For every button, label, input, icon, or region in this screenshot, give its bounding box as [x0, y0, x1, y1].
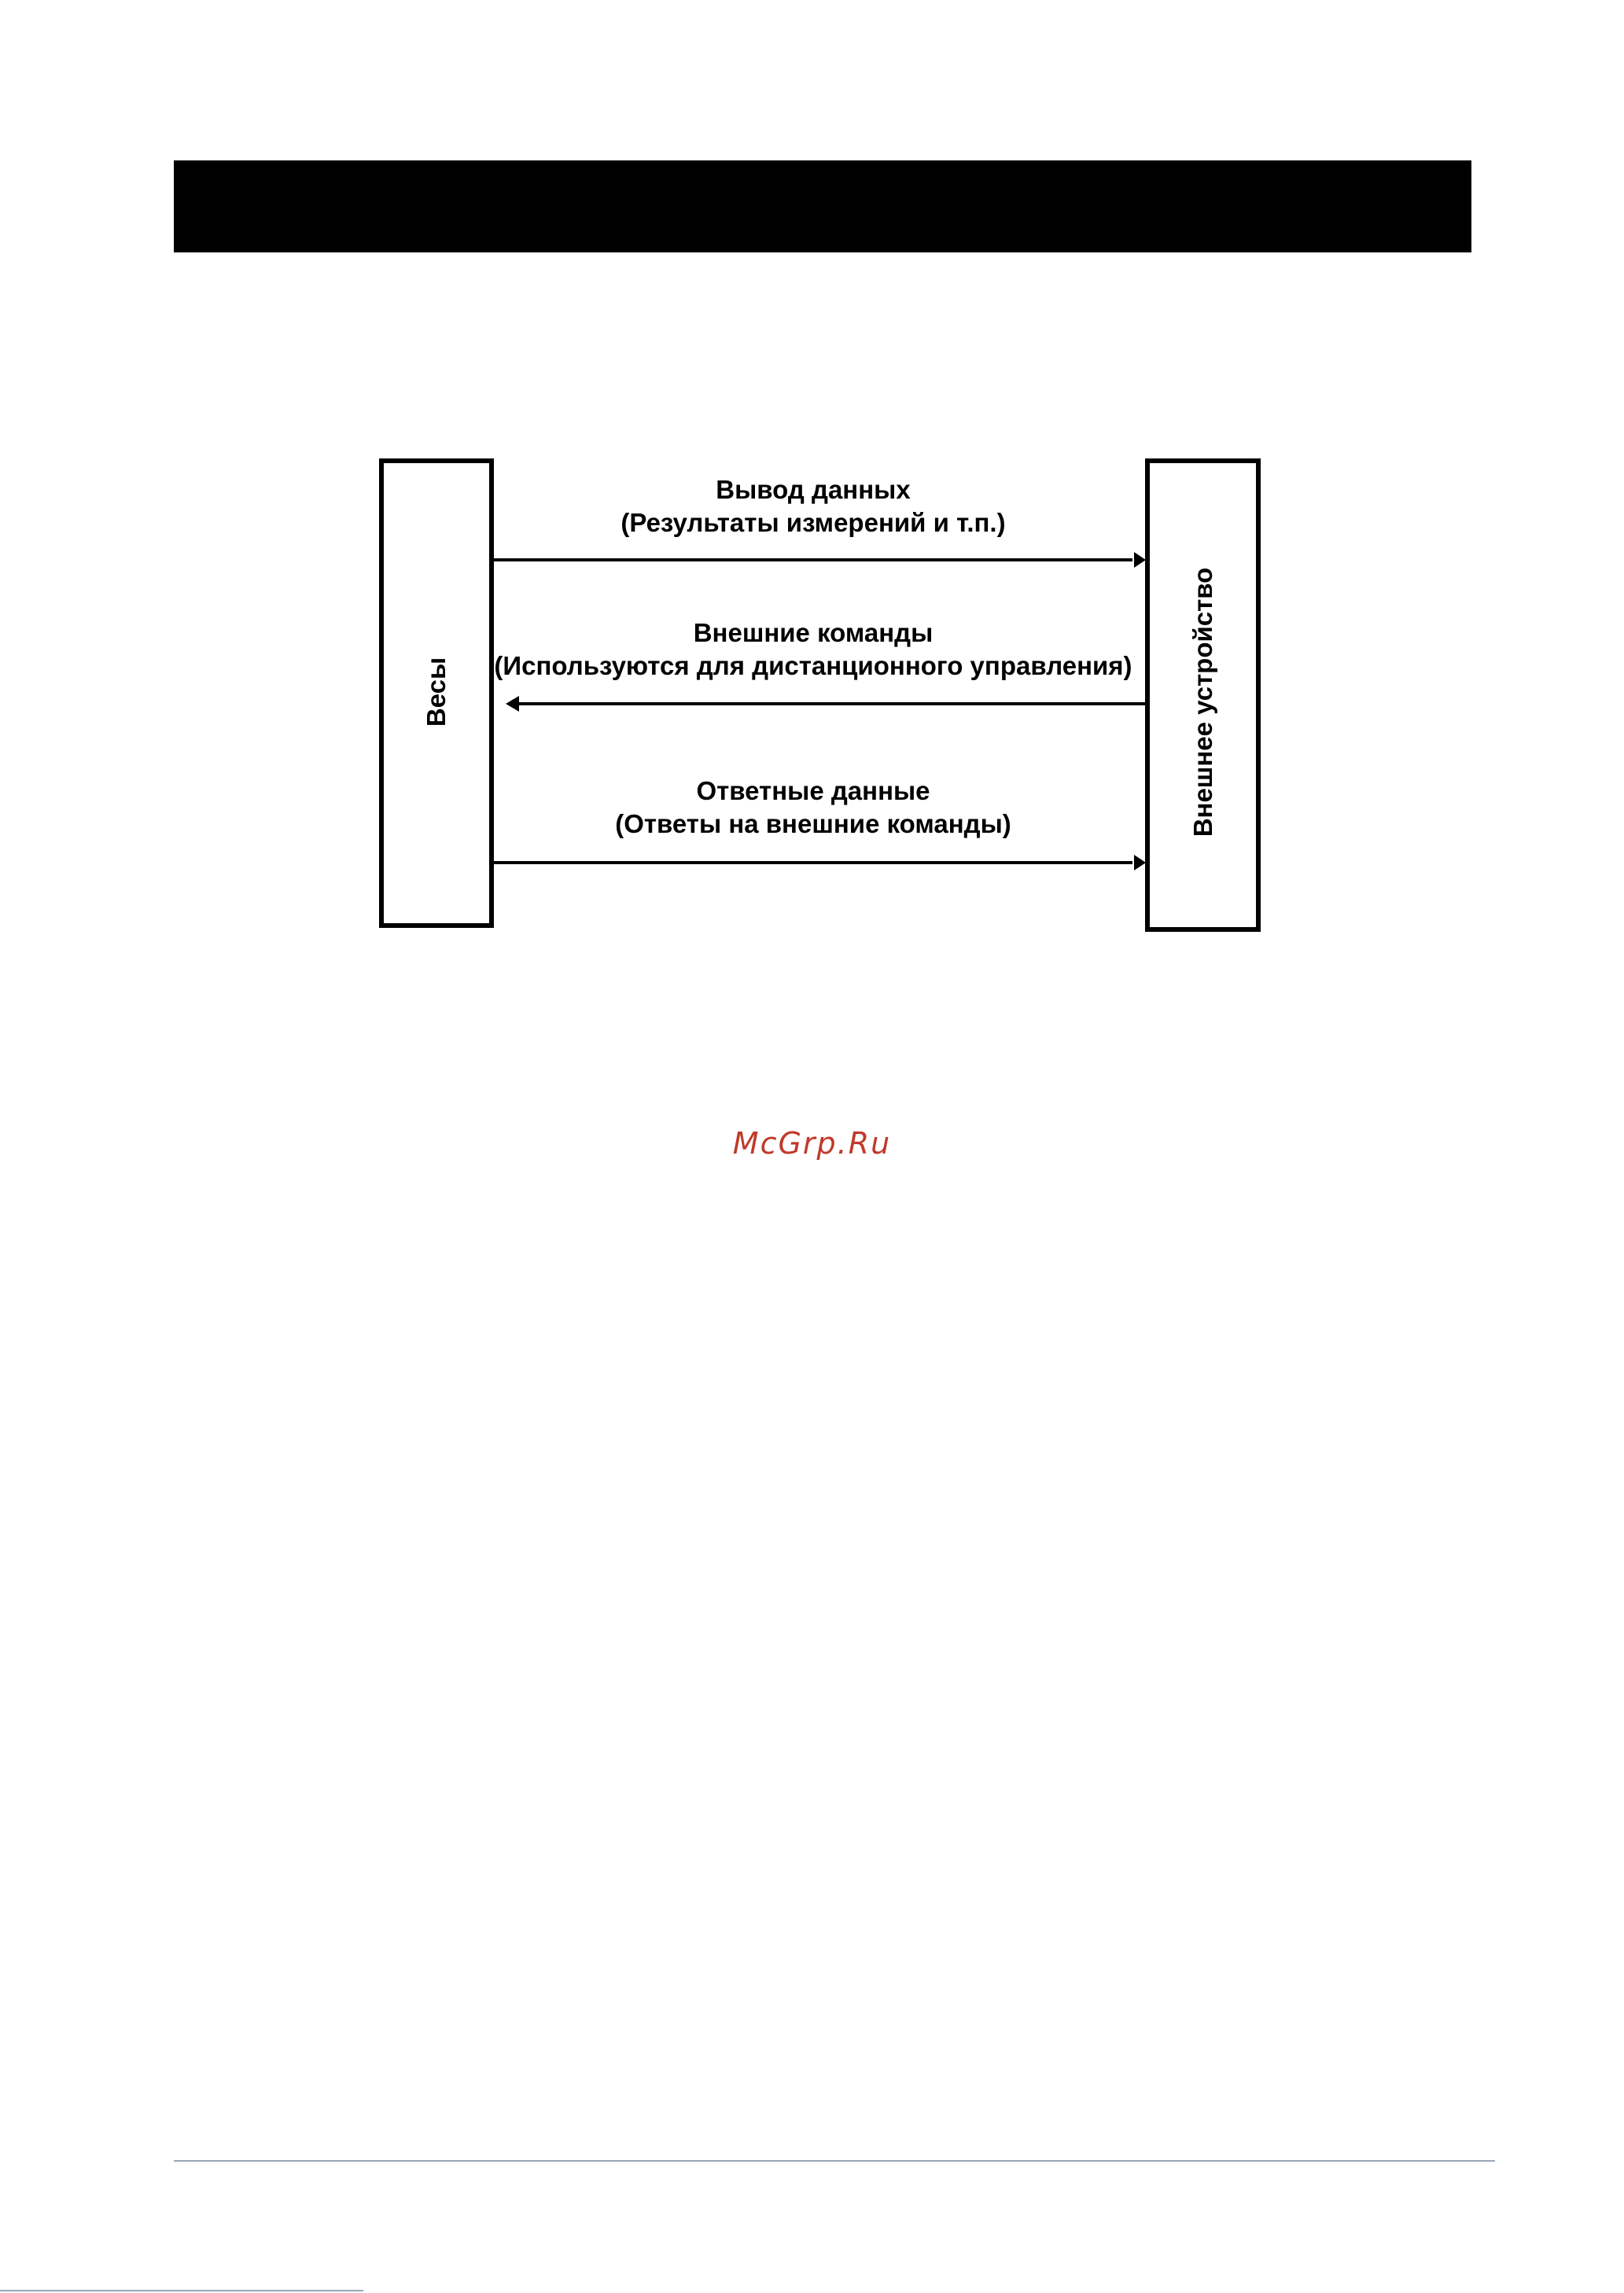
response-data-title: Ответные данные [696, 776, 930, 805]
response-data-arrowhead [1134, 855, 1146, 870]
external-device-label: Внешнее устройство [1188, 567, 1217, 837]
communication-diagram [0, 0, 1624, 1022]
external-commands-subtitle: (Используются для дистанционного управления) [494, 651, 1132, 680]
response-data-subtitle: (Ответы на внешние команды) [615, 809, 1011, 838]
external-commands-arrowhead [506, 696, 519, 712]
data-output-subtitle: (Результаты измерений и т.п.) [621, 508, 1006, 537]
external-commands-label [492, 616, 1135, 683]
external-commands-title: Внешние команды [693, 618, 934, 647]
response-data-label [492, 775, 1135, 841]
data-output-title: Вывод данных [716, 475, 911, 504]
data-output-label [492, 473, 1135, 539]
scale-label: Весы [422, 657, 451, 727]
footer-divider [174, 2160, 1495, 2162]
bottom-divider [0, 2290, 363, 2291]
data-output-arrowhead [1134, 552, 1146, 568]
watermark: McGrp.Ru [732, 1126, 892, 1161]
